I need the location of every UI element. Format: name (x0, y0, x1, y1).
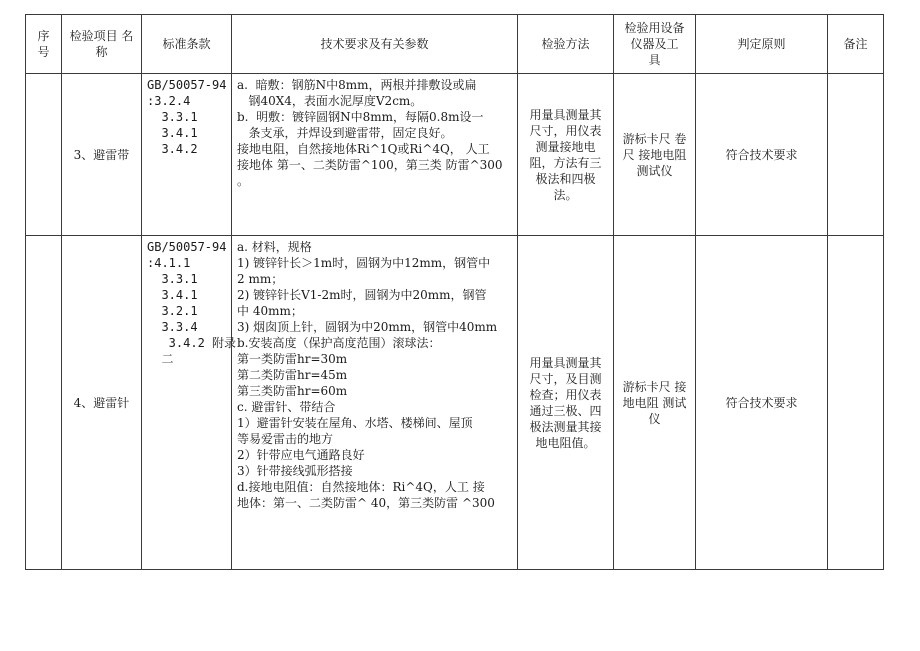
row-instrument: 游标卡尺 接地电阻 测试仪 (614, 236, 696, 570)
tech-line: 第三类防雷hr=60m (237, 384, 348, 398)
row-standard (142, 236, 237, 570)
tech-line: 2 mm； (237, 272, 284, 286)
tech-line: 第二类防雷hr=45m (237, 368, 348, 382)
row-method: 用量具测量其尺寸，及目测检查；用仪表通过三极、四极法测量其接地电阻值。 (518, 236, 614, 570)
row-judge: 符合技术要求 (696, 236, 828, 570)
header-remark: 备注 (828, 15, 884, 74)
tech-line: b.安装高度（保护高度范围）滚球法： (237, 336, 441, 350)
tech-line: 2）针带应电气通路良好 (237, 448, 365, 462)
tech-line: 第一类防雷hr=30m (237, 352, 348, 366)
row-item: 4、避雷针 (62, 236, 142, 570)
tech-line: c. 避雷针、带结合 (237, 400, 336, 414)
standard-line: :4.1.1 (147, 256, 191, 270)
standard-line: 3.4.2 (147, 142, 198, 156)
table-row (26, 74, 884, 236)
row-standard (142, 74, 232, 236)
header-instrument: 检验用设备仪器及工 具 (614, 15, 696, 74)
tech-line: 3）针带接线弧形搭接 (237, 464, 353, 478)
standard-line: 二 (147, 352, 174, 366)
standard-line: 3.4.2 附录 (147, 336, 237, 350)
tech-line: 中 40mm； (237, 304, 303, 318)
tech-line: 。 (237, 174, 250, 188)
row-judge: 符合技术要求 (696, 74, 828, 236)
tech-line: 地体：第一、二类防雷^ 40，第三类防雷 ^300 (237, 496, 495, 510)
tech-line: 1) 镀锌针长＞1m时，圆钢为中12mm，钢管中 (237, 256, 491, 270)
header-method: 检验方法 (518, 15, 614, 74)
row-remark (828, 236, 884, 570)
row-index (26, 236, 62, 570)
tech-line: 接地体 第一、二类防雷^100，第三类 防雷^300 (237, 158, 503, 172)
row-tech (232, 236, 518, 570)
standard-line: GB/50057-94 (147, 240, 227, 254)
tech-line: 钢40X4，表面水泥厚度V2cm。 (237, 94, 423, 108)
tech-line: b. 明敷：镀锌圆钢N中8mm，每隔0.8m设一 (237, 110, 484, 124)
tech-line: a. 材料，规格 (237, 240, 312, 254)
standard-line: GB/50057-94 (147, 78, 227, 92)
standard-line: 3.4.1 (147, 288, 198, 302)
tech-line: 3) 烟囱顶上针，圆钢为中20mm，钢管中40mm (237, 320, 498, 334)
row-item: 3、避雷带 (62, 74, 142, 236)
tech-line: 2) 镀锌针长V1-2m时，圆钢为中20mm，钢管 (237, 288, 487, 302)
header-index: 序号 (26, 15, 62, 74)
header-standard: 标准条款 (142, 15, 232, 74)
tech-line: 条支承，并焊设到避雷带，固定良好。 (237, 126, 453, 140)
row-index (26, 74, 62, 236)
table-row (26, 236, 884, 570)
tech-line: 1）避雷针安装在屋角、水塔、楼梯间、屋顶 (237, 416, 473, 430)
row-remark (828, 74, 884, 236)
header-judge: 判定原则 (696, 15, 828, 74)
row-tech (232, 74, 518, 236)
tech-line: 等易爱雷击的地方 (237, 432, 334, 446)
header-tech: 技术要求及有关参数 (232, 15, 518, 74)
standard-line: :3.2.4 (147, 94, 191, 108)
row-instrument: 游标卡尺 卷尺 接地电阻 测试仪 (614, 74, 696, 236)
header-item: 检验项目 名称 (62, 15, 142, 74)
standard-line: 3.4.1 (147, 126, 198, 140)
standard-line: 3.3.1 (147, 110, 198, 124)
tech-line: 接地电阻，自然接地体Ri^1Q或Ri^4Q， 人工 (237, 142, 490, 156)
header-row (26, 15, 884, 74)
tech-line: d.接地电阻值：自然接地体：Ri^4Q，人工 接 (237, 480, 485, 494)
standard-line: 3.3.1 (147, 272, 198, 286)
standard-line: 3.2.1 (147, 304, 198, 318)
standard-line: 3.3.4 (147, 320, 198, 334)
tech-line: a. 暗敷：钢筋N中8mm，两根并排敷设或扁 (237, 78, 477, 92)
inspection-table (25, 14, 884, 570)
row-method: 用量具测量其尺寸，用仪表测量接地电 阻，方法有三 极法和四极 法。 (518, 74, 614, 236)
